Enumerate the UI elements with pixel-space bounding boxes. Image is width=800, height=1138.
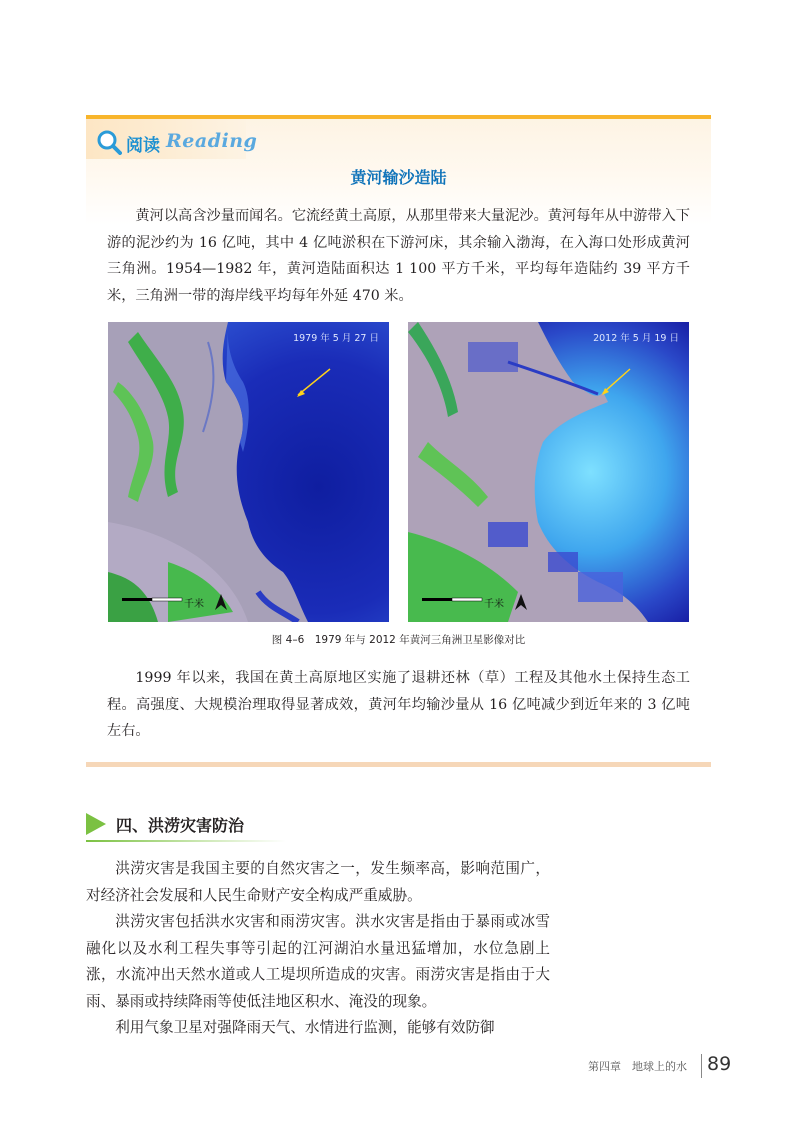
reading-label-en: Reading [166,130,258,152]
reading-label-cn: 阅读 [126,136,160,156]
reading-paragraph-2: 1999 年以来，我国在黄土高原地区实施了退耕还林（草）工程及其他水土保持生态工程。高强度、大规模治理取得显著成效，黄河年均输沙量从 16 亿吨减少到近年来的 3 亿吨左右。 [107,670,690,739]
figure-caption: 图 4–6 1979 年与 2012 年黄河三角洲卫星影像对比 [271,634,526,646]
page-number: 89 [707,1053,732,1075]
reading-tag [86,119,258,159]
image-date-1979: 1979 年 5 月 27 日 [293,333,379,344]
reading-bottom-rule [86,762,711,767]
north-arrow-icon [215,594,227,610]
body-paragraph-3: 利用气象卫星对强降雨天气、水情进行监测，能够有效防御 [115,1019,495,1036]
section-underline [86,840,286,842]
body-paragraph-1: 洪涝灾害是我国主要的自然灾害之一，发生频率高，影响范围广，对经济社会发展和人民生命财产安全构成严重威胁。 [86,860,550,904]
satellite-image-1979 [108,322,389,622]
reading-paragraph-1: 黄河以高含沙量而闻名。它流经黄土高原，从那里带来大量泥沙。黄河每年从中游带入下游的泥沙约为 16 亿吨，其中 4 亿吨淤积在下游河床，其余输入渤海，在入海口处形成黄河三角洲。1954—1982 年，黄河造陆面积达 1 100 平方千米，平均每年造陆约 39 平方千米，三角洲一带的海岸线平均每年外延 470 米。 [107,208,690,304]
footer-divider [701,1054,702,1078]
satellite-image-2012 [408,322,689,622]
north-arrow-icon [515,594,527,610]
scale-unit: 千米 [484,599,504,610]
magnifier-icon [96,129,122,155]
image-date-2012: 2012 年 5 月 19 日 [593,333,679,344]
section-arrow-icon [86,813,106,835]
section-title: 四、洪涝灾害防治 [116,816,245,835]
scale-unit: 千米 [184,599,204,610]
reading-title: 黄河输沙造陆 [350,168,447,187]
body-paragraph-2: 洪涝灾害包括洪水灾害和雨涝灾害。洪水灾害是指由于暴雨或冰雪融化以及水利工程失事等引起的江河湖泊水量迅猛增加，水位急剧上涨，水流冲出天然水道或人工堤坝所造成的灾害。雨涝灾害是指由于大雨、暴雨或持续降雨等使低洼地区积水、淹没的现象。 [86,913,550,1010]
footer-chapter: 第四章 地球上的水 [588,1060,687,1073]
